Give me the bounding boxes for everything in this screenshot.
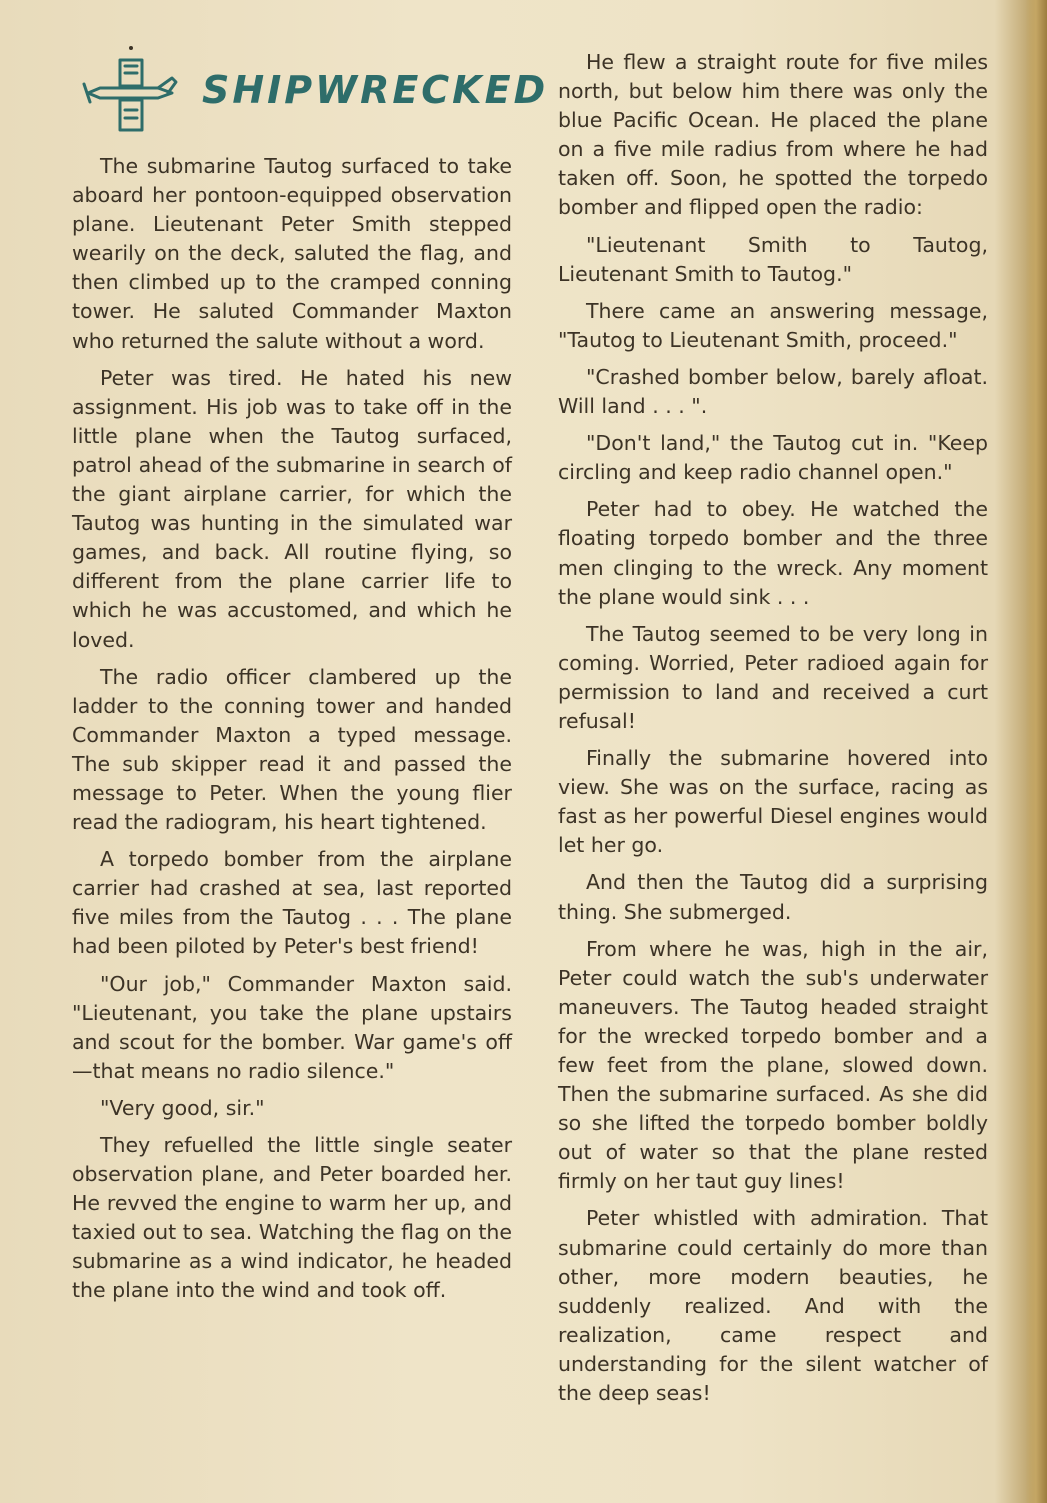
left-column (72, 152, 512, 1314)
story-header (80, 38, 549, 148)
story-title: SHIPWRECKED (202, 68, 549, 112)
paragraph: They refuelled the little single seater observation plane, and Peter boarded her. He revved the engine to warm her up, and taxied out to sea. Watching the flag on the submarine as a wind indicator, he headed the plane into the wind and took off. (72, 1133, 512, 1303)
paragraph: The submarine Tautog surfaced to take aboard her pontoon-equipped observation plane. Lieutenant Peter Smith stepped wearily on the deck, saluted the flag, and then climbed up to the cramped conning tower. He saluted Commander Maxton who returned the salute without a word. (72, 154, 512, 353)
paragraph: "Very good, sir." (100, 1095, 265, 1120)
paragraph: A torpedo bomber from the airplane carrier had crashed at sea, last reported five miles from the Tautog . . . The plane had been piloted by Peter's best friend! (72, 847, 512, 959)
page-edge-shadow (1025, 0, 1047, 1503)
paragraph: He flew a straight route for five miles north, but below him there was only the blue Pacific Ocean. He placed the plane on a five mile radius from where he had taken off. Soon, he spotted the torpedo bomber and flipped open the radio: (558, 50, 988, 220)
paragraph: And then the Tautog did a surprising thing. She submerged. (558, 870, 988, 924)
paragraph: Peter was tired. He hated his new assignment. His job was to take off in the little plane when the Tautog surfaced, patrol ahead of the submarine in search of the giant airplane carrier, for which the Tautog was hunting in the simulated war games, and back. All routine flying, so different from the plane carrier life to which he was accustomed, and which he loved. (72, 365, 512, 652)
paragraph: From where he was, high in the air, Peter could watch the sub's underwater maneuvers. The Tautog headed straight for the wrecked torpedo bomber and a few feet from the plane, slowed down. Then the submarine surfaced. As she did so she lifted the torpedo bomber boldly out of water so that the plane rested firmly on her taut guy lines! (558, 936, 988, 1194)
right-column (558, 48, 988, 1416)
paragraph: There came an answering message, "Tautog to Lieutenant Smith, proceed." (558, 298, 988, 352)
airplane-icon (80, 38, 180, 143)
paragraph: "Lieutenant Smith to Tautog, Lieutenant Smith to Tautog." (558, 232, 988, 286)
paragraph: The radio officer clambered up the ladder to the conning tower and handed Commander Maxton a typed message. The sub skipper read it and passed the message to Peter. When the young flier read the radiogram, his heart tightened. (72, 664, 512, 835)
paragraph: "Crashed bomber below, barely afloat. Will land . . . ". (558, 364, 988, 419)
paragraph: The Tautog seemed to be very long in coming. Worried, Peter radioed again for permission to land and received a curt refusal! (558, 621, 988, 733)
paragraph: Finally the submarine hovered into view. She was on the surface, racing as fast as her powerful Diesel engines would let her go. (558, 746, 988, 858)
paragraph: "Our job," Commander Maxton said. "Lieutenant, you take the plane upstairs and scout for the bomber. War game's off—that means no radio silence." (72, 971, 512, 1083)
paragraph: Peter had to obey. He watched the floating torpedo bomber and the three men clinging to the wreck. Any moment the plane would sink . . . (558, 497, 988, 609)
paragraph: Peter whistled with admiration. That submarine could certainly do more than other, more modern beauties, he suddenly realized. And with the realization, came respect and understanding for the silent watcher of the deep seas! (558, 1206, 988, 1406)
paragraph: "Don't land," the Tautog cut in. "Keep circling and keep radio channel open." (558, 431, 988, 485)
